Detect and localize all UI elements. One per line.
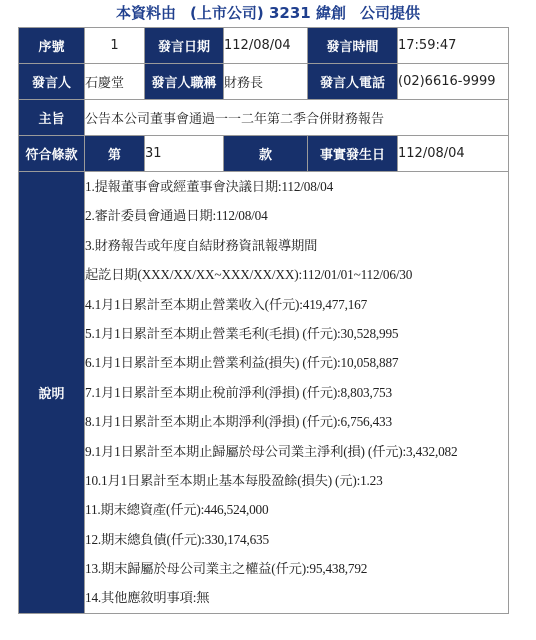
subject-value: 公告本公司董事會通過一一二年第二季合併財務報告 (85, 100, 509, 136)
phone-label: 發言人電話 (308, 64, 398, 100)
header-suffix: 公司提供 (359, 4, 420, 22)
description-line: 8.1月1日累計至本期止本期淨利(淨損) (仟元):6,756,433 (85, 414, 392, 430)
description-line: 3.財務報告或年度自結財務資訊報導期間 (85, 237, 318, 253)
row-subject (19, 100, 509, 136)
announcement-source-header (0, 0, 536, 26)
time-label: 發言時間 (308, 28, 398, 64)
description-line: 1.提報董事會或經董事會決議日期:112/08/04 (85, 179, 334, 194)
row-clause (19, 136, 509, 172)
event-date-value: 112/08/04 (398, 136, 509, 172)
speaker-value: 石慶堂 (85, 64, 145, 100)
row-description (19, 172, 509, 614)
speaker-title-value: 財務長 (224, 64, 308, 100)
speaker-title-label: 發言人職稱 (145, 64, 224, 100)
description-line: 4.1月1日累計至本期止營業收入(仟元):419,477,167 (85, 296, 368, 312)
description-line: 6.1月1日累計至本期止營業利益(損失) (仟元):10,058,887 (85, 355, 399, 371)
header-company-type: (上市公司) (190, 4, 264, 22)
time-value: 17:59:47 (398, 28, 509, 64)
description-line: 起訖日期(XXX/XX/XX~XXX/XX/XX):112/01/01~112/06/30 (85, 267, 413, 283)
clause-label: 符合條款 (19, 136, 85, 172)
header-prefix: 本資料由 (116, 4, 177, 22)
row-speaker (19, 64, 509, 100)
date-value: 112/08/04 (224, 28, 308, 64)
event-date-label: 事實發生日 (308, 136, 398, 172)
description-line: 2.審計委員會通過日期:112/08/04 (85, 208, 268, 224)
description-line: 10.1月1日累計至本期止基本每股盈餘(損失) (元):1.23 (85, 472, 383, 488)
phone-value: (02)6616-9999 (398, 64, 509, 100)
description-line: 14.其他應敘明事項:無 (85, 590, 210, 606)
subject-label: 主旨 (19, 100, 85, 136)
clause-suffix: 款 (224, 136, 308, 172)
description-line: 7.1月1日累計至本期止稅前淨利(淨損) (仟元):8,803,753 (85, 384, 392, 400)
description-line: 12.期末總負債(仟元):330,174,635 (85, 531, 269, 547)
description-line: 5.1月1日累計至本期止營業毛利(毛損) (仟元):30,528,995 (85, 325, 399, 341)
seq-label: 序號 (19, 28, 85, 64)
row-sequence (19, 28, 509, 64)
description-line: 11.期末總資產(仟元):446,524,000 (85, 502, 269, 518)
header-company: 3231 緯創 (268, 4, 346, 22)
description-line: 9.1月1日累計至本期止歸屬於母公司業主淨利(損) (仟元):3,432,082 (85, 443, 458, 459)
announcement-table (18, 27, 509, 614)
seq-value: 1 (85, 28, 145, 64)
date-label: 發言日期 (145, 28, 224, 64)
speaker-label: 發言人 (19, 64, 85, 100)
clause-number: 31 (145, 136, 224, 172)
clause-prefix: 第 (85, 136, 145, 172)
description-label: 說明 (19, 172, 85, 614)
description-body (85, 172, 509, 614)
description-line: 13.期末歸屬於母公司業主之權益(仟元):95,438,792 (85, 561, 368, 577)
